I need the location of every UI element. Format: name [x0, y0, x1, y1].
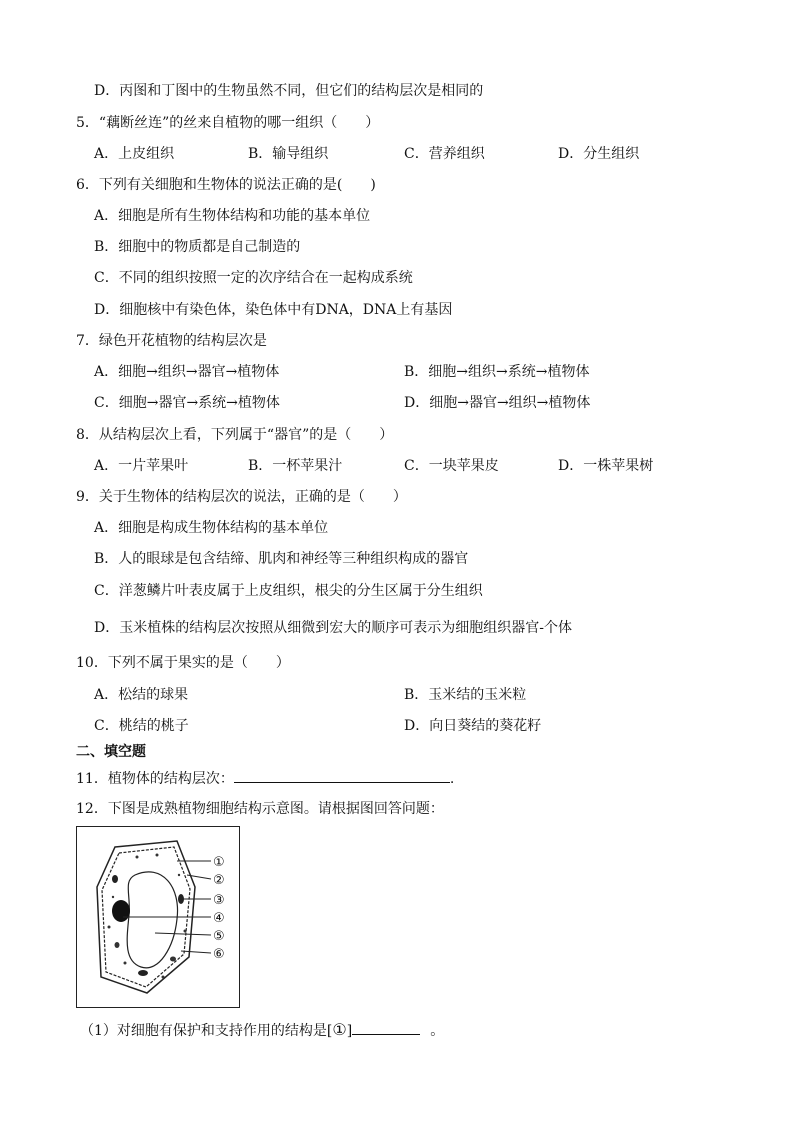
q8-option-d: D．一株苹果树	[558, 458, 654, 474]
q10-stem: 10．下列不属于果实的是（ ）	[76, 655, 290, 671]
nucleus	[112, 900, 130, 922]
q11-answer-blank[interactable]	[234, 768, 450, 783]
label-5: ⑤	[213, 929, 225, 944]
q12-sub1-answer-blank[interactable]	[352, 1020, 420, 1035]
vacuole	[127, 872, 177, 968]
chloroplast	[138, 970, 148, 976]
q8-stem: 8．从结构层次上看，下列属于“器官”的是（ ）	[76, 427, 394, 443]
q5-option-b: B．输导组织	[248, 146, 329, 162]
q6-option-b: B．细胞中的物质都是自己制造的	[94, 239, 301, 255]
chloroplast	[115, 942, 120, 948]
q7-option-b: B．细胞→组织→系统→植物体	[404, 364, 590, 380]
q5-stem: 5．“藕断丝连”的丝来自植物的哪一组织（ ）	[76, 115, 380, 131]
chloroplast	[170, 957, 176, 962]
q12-sub1-prefix: （1）对细胞有保护和支持作用的结构是[	[80, 1023, 333, 1039]
q8-option-a: A．一片苹果叶	[94, 458, 189, 474]
section-title: 二、填空题	[76, 744, 146, 760]
q9-option-b: B．人的眼球是包含结缔、肌肉和神经等三种组织构成的器官	[94, 551, 469, 567]
q11-end: .	[449, 771, 455, 787]
q7-option-c: C．细胞→器官→系统→植物体	[94, 395, 280, 411]
q9-stem: 9．关于生物体的结构层次的说法，正确的是（ ）	[76, 489, 407, 505]
q10-option-b: B．玉米结的玉米粒	[404, 687, 527, 703]
q12-sub1-num: ①	[332, 1020, 347, 1039]
q12-sub1-suffix: ]	[346, 1023, 353, 1039]
q12-sub1	[80, 1020, 444, 1041]
q10-option-d: D．向日葵结的葵花籽	[404, 718, 542, 734]
q11-stem: 11．植物体的结构层次：	[76, 771, 234, 787]
q9-option-a: A．细胞是构成生物体结构的基本单位	[94, 520, 329, 536]
q12-stem: 12．下图是成熟植物细胞结构示意图。请根据图回答问题：	[76, 801, 444, 817]
q8-option-b: B．一杯苹果汁	[248, 458, 343, 474]
q9-option-c: C．洋葱鳞片叶表皮属于上皮组织，根尖的分生区属于分生组织	[94, 583, 483, 599]
q5-option-c: C．营养组织	[404, 146, 485, 162]
label-1: ①	[213, 855, 225, 870]
q10-option-a: A．松结的球果	[94, 687, 189, 703]
q6-option-c: C．不同的组织按照一定的次序结合在一起构成系统	[94, 270, 413, 286]
q6-option-d: D．细胞核中有染色体，染色体中有DNA，DNA上有基因	[94, 302, 453, 318]
q8-option-c: C．一块苹果皮	[404, 458, 499, 474]
q12-sub1-end: 。	[430, 1023, 445, 1039]
q10-option-c: C．桃结的桃子	[94, 718, 189, 734]
plant-cell-diagram	[76, 826, 240, 1008]
q4-option-d: D．丙图和丁图中的生物虽然不同，但它们的结构层次是相同的	[94, 83, 484, 99]
q6-stem: 6．下列有关细胞和生物体的说法正确的是( )	[76, 177, 376, 193]
q6-option-a: A．细胞是所有生物体结构和功能的基本单位	[94, 208, 371, 224]
leader-line-5	[155, 933, 211, 935]
q5-option-d: D．分生组织	[558, 146, 640, 162]
plant-cell-svg	[77, 827, 239, 1007]
q5-option-a: A．上皮组织	[94, 146, 175, 162]
q7-option-d: D．细胞→器官→组织→植物体	[404, 395, 591, 411]
q7-option-a: A．细胞→组织→器官→植物体	[94, 364, 280, 380]
label-2: ②	[213, 873, 225, 888]
chloroplast	[112, 875, 118, 883]
q9-option-d: D．玉米植株的结构层次按照从细微到宏大的顺序可表示为细胞组织器官-个体	[94, 620, 572, 636]
label-4: ④	[213, 911, 225, 926]
q11-line	[76, 768, 454, 789]
label-6: ⑥	[213, 947, 225, 962]
leader-line-6	[181, 951, 211, 953]
q7-stem: 7．绿色开花植物的结构层次是	[76, 333, 267, 349]
label-3: ③	[213, 893, 225, 908]
